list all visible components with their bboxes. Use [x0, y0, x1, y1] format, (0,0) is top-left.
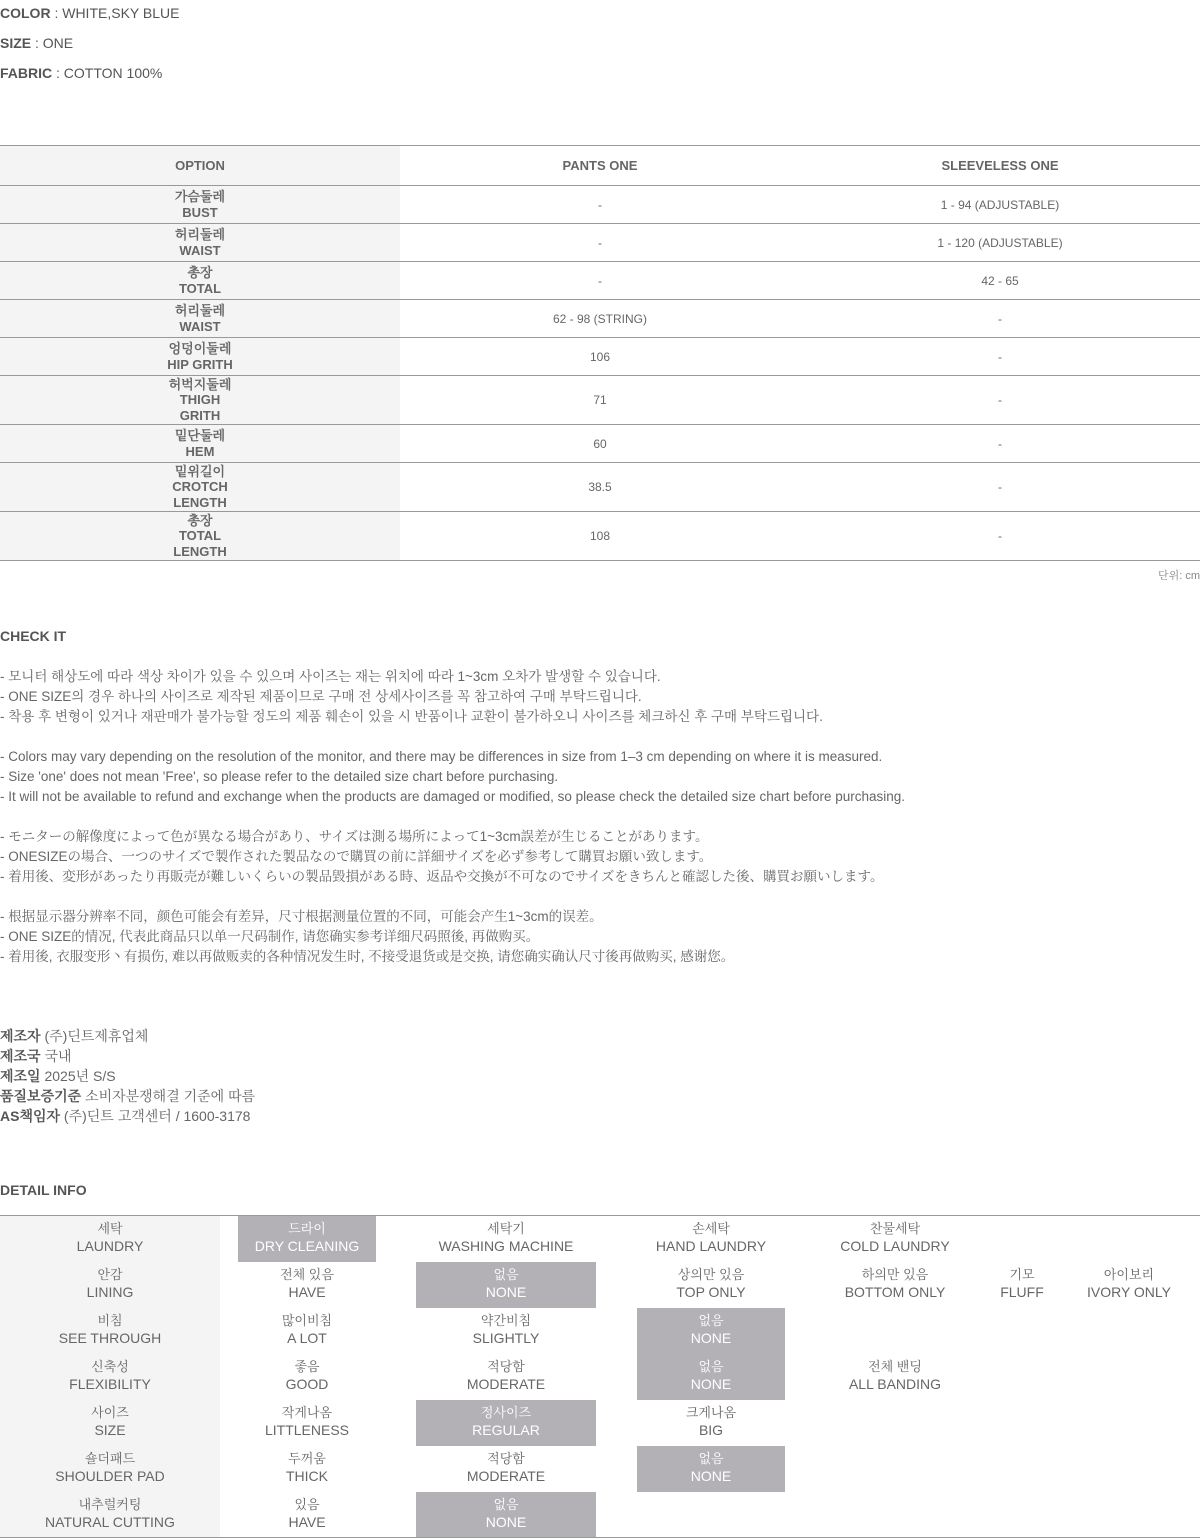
label-en: LINING [86, 1284, 134, 1300]
spec-value: : ONE [31, 35, 74, 51]
label-ko: 내추럴커팅 [78, 1497, 142, 1512]
label-en: FLEXIBILITY [69, 1376, 151, 1392]
detail-row-size [0, 1400, 1200, 1446]
label-en: SHOULDER PAD [55, 1468, 165, 1484]
spec-color [0, 5, 179, 21]
detail-label [0, 1262, 220, 1308]
pants-value: 38.5 [400, 463, 800, 512]
option-en: NONE [485, 1514, 527, 1530]
row-label [0, 224, 400, 262]
maker-info [0, 1026, 255, 1126]
option-ko: 세탁기 [487, 1221, 525, 1236]
option-ivory-only [1075, 1262, 1183, 1308]
option-en: GOOD [285, 1376, 329, 1392]
maker-value: (주)딘트 고객센터 / 1600-3178 [60, 1108, 251, 1124]
option-ko: 많이비침 [281, 1313, 333, 1328]
option-ko: 적당함 [487, 1359, 525, 1374]
option-ko: 정사이즈 [480, 1405, 532, 1420]
table-row [0, 338, 1200, 376]
option-en: SLIGHTLY [472, 1330, 540, 1346]
option-have [238, 1492, 376, 1538]
maker-row [0, 1066, 255, 1086]
label-en: SIZE [94, 1422, 126, 1438]
pants-value: - [400, 224, 800, 262]
option-none [637, 1446, 785, 1492]
sleeveless-value: - [800, 300, 1200, 338]
option-en: NONE [485, 1284, 527, 1300]
option-en: ALL BANDING [848, 1376, 942, 1392]
note-line: - 着用後、変形があったり再販売が難しいくらいの製品毀損がある時、返品や交換が不可なのでサイズをきちんと確認した後、購買お願いします。 [0, 869, 884, 884]
maker-value: 소비자분쟁해결 기준에 따름 [81, 1088, 256, 1104]
option-bottom-only [825, 1262, 965, 1308]
detail-row-see-through [0, 1308, 1200, 1354]
option-good [238, 1354, 376, 1400]
detail-row-flexibility [0, 1354, 1200, 1400]
table-row [0, 262, 1200, 300]
note-line: - 모니터 해상도에 따라 색상 차이가 있을 수 있으며 사이즈는 재는 위치에 따라 1~3cm 오차가 발생할 수 있습니다. [0, 669, 661, 684]
detail-label [0, 1308, 220, 1354]
option-en: FLUFF [1000, 1284, 1044, 1300]
table-row [0, 186, 1200, 224]
option-ko: 작게나옴 [281, 1405, 333, 1420]
row-label [0, 376, 400, 425]
option-ko: 손세탁 [692, 1221, 730, 1236]
label-ko: 허리둘레 [174, 227, 226, 242]
option-none [637, 1308, 785, 1354]
option-ko: 전체 밴딩 [868, 1359, 922, 1374]
detail-row-laundry [0, 1216, 1200, 1262]
maker-row [0, 1046, 255, 1066]
option-a-lot [238, 1308, 376, 1354]
option-have [238, 1262, 376, 1308]
label-ko: 엉덩이둘레 [168, 341, 232, 356]
note-line: - Size 'one' does not mean 'Free', so please refer to the detailed size chart before purchasing. [0, 769, 559, 784]
header-pants-one: PANTS ONE [400, 146, 800, 186]
option-en: WASHING MACHINE [438, 1238, 574, 1254]
pants-value: 62 - 98 (STRING) [400, 300, 800, 338]
maker-value: 국내 [40, 1048, 72, 1064]
header-sleeveless-one: SLEEVELESS ONE [800, 146, 1200, 186]
option-ko: 없음 [493, 1267, 519, 1282]
maker-value: (주)딘트제휴업체 [40, 1028, 149, 1044]
sleeveless-value: 1 - 120 (ADJUSTABLE) [800, 224, 1200, 262]
note-line: - ONE SIZE의 경우 하나의 사이즈로 제작된 제품이므로 구매 전 상세사이즈를 꼭 참고하여 구매 부탁드립니다. [0, 689, 642, 704]
row-label [0, 300, 400, 338]
detail-row-natural-cutting [0, 1492, 1200, 1538]
option-ko: 아이보리 [1103, 1267, 1155, 1282]
option-regular [416, 1400, 596, 1446]
option-ko: 기모 [1009, 1267, 1035, 1282]
table-row [0, 224, 1200, 262]
maker-row [0, 1086, 255, 1106]
option-ko: 상의만 있음 [677, 1267, 745, 1282]
check-it-title: CHECK IT [0, 628, 67, 644]
row-label [0, 338, 400, 376]
option-all-banding [825, 1354, 965, 1400]
option-en: HAVE [288, 1284, 326, 1300]
option-en: IVORY ONLY [1086, 1284, 1172, 1300]
label-en: LENGTH [173, 543, 227, 559]
option-en: MODERATE [466, 1376, 546, 1392]
detail-info-grid [0, 1215, 1200, 1540]
option-en: DRY CLEANING [254, 1238, 360, 1254]
option-ko: 찬물세탁 [869, 1221, 921, 1236]
table-row [0, 376, 1200, 425]
row-label [0, 186, 400, 224]
option-cold-laundry [825, 1216, 965, 1262]
label-en: HEM [185, 443, 215, 459]
option-ko: 있음 [294, 1497, 320, 1512]
option-en: MODERATE [466, 1468, 546, 1484]
table-row [0, 425, 1200, 463]
label-ko: 안감 [97, 1267, 123, 1282]
label-en: LAUNDRY [76, 1238, 144, 1254]
detail-label [0, 1492, 220, 1538]
option-ko: 적당함 [487, 1451, 525, 1466]
option-ko: 좋음 [294, 1359, 320, 1374]
label-en: THIGH [179, 392, 221, 408]
notes-english [0, 747, 905, 807]
spec-key: SIZE [0, 35, 32, 51]
label-en: WAIST [179, 318, 221, 334]
option-littleness [238, 1400, 376, 1446]
check-it-notes [0, 667, 905, 987]
row-label [0, 262, 400, 300]
detail-row-lining [0, 1262, 1200, 1308]
pants-value: 71 [400, 376, 800, 425]
note-line: - 根据显示器分辨率不同，颜色可能会有差异，尺寸根据测量位置的不同，可能会产生1~3cm的误差。 [0, 909, 603, 924]
maker-key: 제조국 [0, 1048, 41, 1064]
option-ko: 없음 [493, 1497, 519, 1512]
option-ko: 없음 [698, 1451, 724, 1466]
option-ko: 없음 [698, 1359, 724, 1374]
option-en: NONE [690, 1376, 732, 1392]
detail-label [0, 1216, 220, 1262]
pants-value: - [400, 186, 800, 224]
pants-value: 106 [400, 338, 800, 376]
option-fluff [982, 1262, 1062, 1308]
label-en: BUST [182, 204, 218, 220]
option-en: A LOT [287, 1330, 327, 1346]
sleeveless-value: - [800, 338, 1200, 376]
option-en: REGULAR [472, 1422, 540, 1438]
label-en: SEE THROUGH [58, 1330, 162, 1346]
option-ko: 없음 [698, 1313, 724, 1328]
row-label [0, 425, 400, 463]
option-moderate [416, 1354, 596, 1400]
unit-label: 단위: cm [1157, 570, 1200, 582]
table-row [0, 463, 1200, 512]
spec-key: COLOR [0, 5, 51, 21]
detail-label [0, 1354, 220, 1400]
pants-value: - [400, 262, 800, 300]
option-thick [238, 1446, 376, 1492]
option-ko: 하의만 있음 [861, 1267, 929, 1282]
option-top-only [637, 1262, 785, 1308]
spec-value: : WHITE,SKY BLUE [50, 5, 180, 21]
option-en: BIG [698, 1422, 724, 1438]
option-ko: 두꺼움 [288, 1451, 326, 1466]
maker-key: 제조자 [0, 1028, 41, 1044]
sleeveless-value: - [800, 512, 1200, 561]
pants-value: 60 [400, 425, 800, 463]
spec-size [0, 35, 73, 51]
label-ko: 사이즈 [91, 1405, 129, 1420]
sleeveless-value: - [800, 463, 1200, 512]
label-ko: 허리둘레 [174, 303, 226, 318]
note-line: - 착용 후 변형이 있거나 재판매가 불가능할 정도의 제품 훼손이 있을 시 반품이나 교환이 불가하오니 사이즈를 체크하신 후 구매 부탁드립니다. [0, 709, 823, 724]
detail-row-shoulder-pad [0, 1446, 1200, 1492]
maker-row [0, 1106, 255, 1126]
maker-key: 품질보증기준 [0, 1088, 82, 1104]
sleeveless-value: 42 - 65 [800, 262, 1200, 300]
maker-value: 2025년 S/S [40, 1068, 116, 1084]
sleeveless-value: 1 - 94 (ADJUSTABLE) [800, 186, 1200, 224]
option-none [416, 1262, 596, 1308]
option-hand-laundry [637, 1216, 785, 1262]
option-en: NONE [690, 1468, 732, 1484]
label-en: TOTAL [178, 280, 222, 296]
option-none [637, 1354, 785, 1400]
option-none [416, 1492, 596, 1538]
label-ko: 가슴둘레 [174, 189, 226, 204]
label-ko: 세탁 [97, 1221, 123, 1236]
maker-key: AS책임자 [0, 1108, 61, 1124]
label-ko: 비침 [97, 1313, 123, 1328]
option-en: TOP ONLY [676, 1284, 746, 1300]
label-ko: 밑위길이 [174, 463, 226, 479]
maker-key: 제조일 [0, 1068, 41, 1084]
sleeveless-value: - [800, 376, 1200, 425]
label-ko: 밑단둘레 [174, 428, 226, 443]
label-en: CROTCH [172, 479, 228, 495]
notes-japanese [0, 827, 905, 887]
label-ko: 신축성 [91, 1359, 129, 1374]
option-washing-machine [416, 1216, 596, 1262]
label-en: WAIST [179, 242, 221, 258]
size-table-header [0, 146, 1200, 186]
note-line: - 着用後, 衣服变形丶有损伤, 难以再做贩卖的各种情况发生时, 不接受退货或是交换, 请您确实确认尺寸後再做购买, 感谢您。 [0, 949, 735, 964]
table-row [0, 300, 1200, 338]
maker-row [0, 1026, 255, 1046]
spec-fabric [0, 65, 162, 81]
detail-label [0, 1446, 220, 1492]
option-en: THICK [286, 1468, 328, 1484]
option-big [637, 1400, 785, 1446]
option-en: NONE [690, 1330, 732, 1346]
label-ko: 숄더패드 [84, 1451, 136, 1466]
row-label [0, 463, 400, 512]
option-ko: 드라이 [288, 1221, 326, 1236]
option-en: COLD LAUNDRY [840, 1238, 950, 1254]
option-ko: 전체 있음 [280, 1267, 334, 1282]
label-en: GRITH [179, 407, 221, 423]
option-en: LITTLENESS [264, 1422, 350, 1438]
label-en: HIP GRITH [167, 356, 233, 372]
detail-bottom-border [0, 1537, 1200, 1538]
label-en: NATURAL CUTTING [45, 1514, 175, 1530]
note-line: - It will not be available to refund and exchange when the products are damaged or modified, so please check the detailed size chart before purchasing. [0, 789, 906, 804]
option-ko: 크게나옴 [685, 1405, 737, 1420]
note-line: - モニターの解像度によって色が異なる場合があり、サイズは測る場所によって1~3cm誤差が生じることがあります。 [0, 829, 709, 844]
label-ko: 총장 [187, 265, 213, 280]
size-table [0, 145, 1200, 561]
option-en: HAVE [288, 1514, 326, 1530]
label-en: TOTAL [178, 528, 222, 544]
note-line: - ONE SIZE的情况, 代表此商品只以单一尺码制作, 请您确实参考详细尺码照後, 再做购买。 [0, 929, 540, 944]
row-label [0, 512, 400, 561]
spec-value: : COTTON 100% [52, 65, 163, 81]
option-ko: 약간비침 [480, 1313, 532, 1328]
note-line: - Colors may vary depending on the resolution of the monitor, and there may be differences in size from 1–3 cm depending on where it is measured. [0, 749, 883, 764]
option-en: HAND LAUNDRY [655, 1238, 767, 1254]
table-row [0, 512, 1200, 561]
label-ko: 허벅지둘레 [168, 376, 232, 392]
label-ko: 총장 [187, 512, 213, 528]
sleeveless-value: - [800, 425, 1200, 463]
option-slightly [416, 1308, 596, 1354]
pants-value: 108 [400, 512, 800, 561]
spec-key: FABRIC [0, 65, 53, 81]
notes-chinese [0, 907, 905, 967]
label-en: LENGTH [173, 494, 227, 510]
detail-info-title: DETAIL INFO [0, 1182, 87, 1198]
notes-korean [0, 667, 905, 727]
option-moderate [416, 1446, 596, 1492]
detail-label [0, 1400, 220, 1446]
option-en: BOTTOM ONLY [844, 1284, 946, 1300]
option-dry-cleaning [238, 1216, 376, 1262]
header-option: OPTION [0, 146, 400, 186]
note-line: - ONESIZEの場合、一つのサイズで製作された製品なので購買の前に詳細サイズを必ず参考して購買お願い致します。 [0, 849, 713, 864]
